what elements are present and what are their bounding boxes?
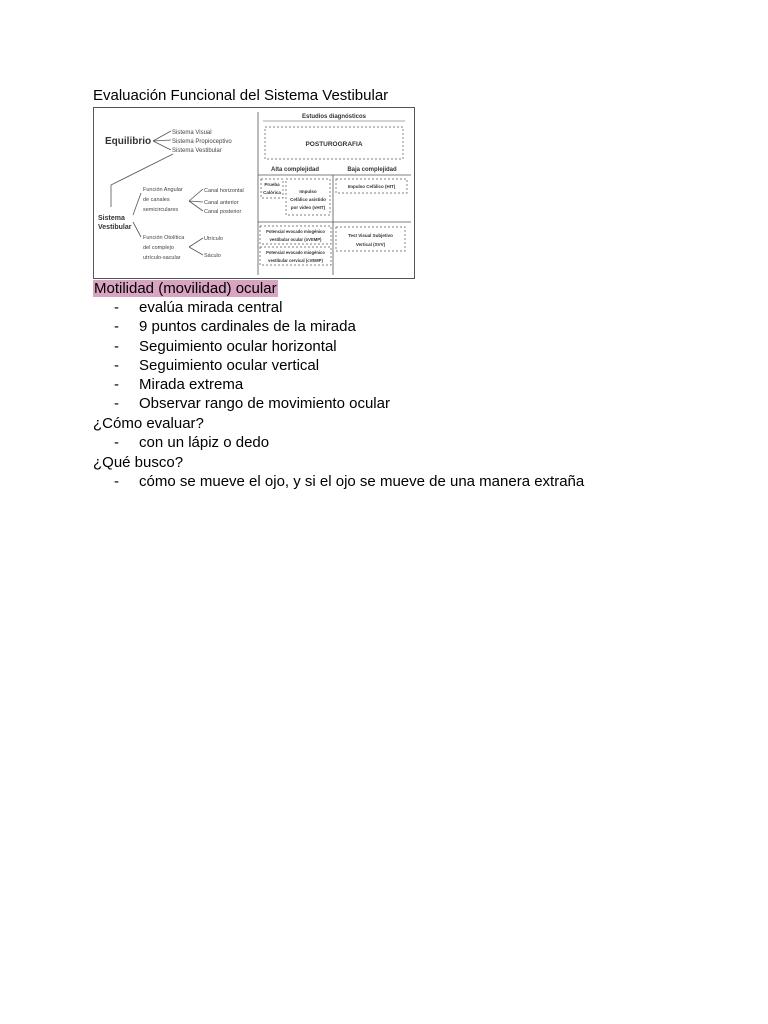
funcion-otolitica-line3: utrículo-sacular <box>143 255 181 261</box>
list-item-text: con un lápiz o dedo <box>139 434 270 451</box>
que-busco-list <box>114 472 584 491</box>
list-item-text: 9 puntos cardinales de la mirada <box>139 318 356 336</box>
bullet-dash: - <box>114 473 119 490</box>
page-title: Evaluación Funcional del Sistema Vestibular <box>93 87 389 104</box>
list-item <box>114 356 390 375</box>
posturografia-label: POSTUROGRAFIA <box>305 141 363 148</box>
highlighted-heading: Motilidad (movilidad) ocular <box>94 280 277 297</box>
canal-horizontal: Canal horizontal <box>204 188 244 194</box>
section-que-busco-heading: ¿Qué busco? <box>93 454 184 471</box>
list-item-text: Observar rango de movimiento ocular <box>139 395 390 413</box>
saculo-label: Sáculo <box>204 253 221 259</box>
equilibrio-item-propioceptivo: Sistema Propioceptivo <box>172 139 232 145</box>
section-motilidad-heading <box>93 279 278 298</box>
utriculo-label: Utrículo <box>204 236 223 242</box>
equilibrio-label: Equilibrio <box>105 136 152 147</box>
funcion-angular-line2: de canales <box>143 197 170 203</box>
sistema-label: Sistema <box>98 215 125 222</box>
equilibrio-item-visual: Sistema Visual <box>172 130 212 136</box>
funcion-otolitica-line1: Función Otolítica <box>143 235 185 241</box>
canal-posterior: Canal posterior <box>204 209 242 215</box>
ovemp-line2: vestibular ocular (oVEMP) <box>269 237 322 242</box>
vhit-line3: por video (vHIT) <box>290 205 326 210</box>
list-item <box>114 317 390 336</box>
estudios-header: Estudios diagnósticos <box>301 114 367 120</box>
como-evaluar-list <box>114 433 269 452</box>
list-item-text: Seguimiento ocular horizontal <box>139 337 337 355</box>
vestibular-diagram <box>93 107 415 279</box>
vestibular-label: Vestibular <box>98 224 132 231</box>
list-item-text: Mirada extrema <box>139 376 244 394</box>
list-item <box>114 337 390 356</box>
cvemp-line2: vestibular cervical (cVEMP) <box>268 258 323 263</box>
alta-complejidad-label: Alta complejidad <box>270 167 320 173</box>
list-item <box>114 433 269 452</box>
hit-label: Impulso Cefálico (HIT) <box>347 184 396 189</box>
svv-line1: Test Visual Subjetivo <box>348 233 393 238</box>
svv-line2: Vertical (SVV) <box>355 242 386 247</box>
list-item-text: Seguimiento ocular vertical <box>139 356 320 374</box>
bullet-dash: - <box>114 395 119 413</box>
vhit-line2: Cefálico asistido <box>290 197 326 202</box>
list-item <box>114 472 584 491</box>
cvemp-line1: Potencial evocado miogénico <box>266 250 325 255</box>
list-item-text: cómo se mueve el ojo, y si el ojo se mueve de una manera extraña <box>139 473 585 490</box>
bullet-dash: - <box>114 318 119 336</box>
section-como-evaluar-heading: ¿Cómo evaluar? <box>93 415 204 432</box>
motilidad-list <box>114 298 390 414</box>
list-item <box>114 375 390 394</box>
ovemp-line1: Potencial evocado miogénico <box>266 229 325 234</box>
list-item <box>114 298 390 317</box>
list-item <box>114 394 390 413</box>
list-item-text: evalúa mirada central <box>139 299 283 316</box>
bullet-dash: - <box>114 376 119 394</box>
bullet-dash: - <box>114 434 119 451</box>
funcion-otolitica-line2: del complejo <box>143 245 174 251</box>
prueba-calorica-line2: Calórica <box>263 190 281 195</box>
prueba-calorica-line1: Prueba <box>264 182 280 187</box>
bullet-dash: - <box>114 356 119 374</box>
canal-anterior: Canal anterior <box>204 200 239 206</box>
funcion-angular-line3: semicirculares <box>143 207 179 213</box>
bullet-dash: - <box>114 299 119 316</box>
bullet-dash: - <box>114 337 119 355</box>
equilibrio-item-vestibular: Sistema Vestibular <box>172 148 222 154</box>
baja-complejidad-label: Baja complejidad <box>347 167 397 173</box>
funcion-angular-line1: Función Angular <box>143 187 183 193</box>
vestibular-diagram-image <box>93 107 415 279</box>
vhit-line1: Impulso <box>299 189 317 194</box>
